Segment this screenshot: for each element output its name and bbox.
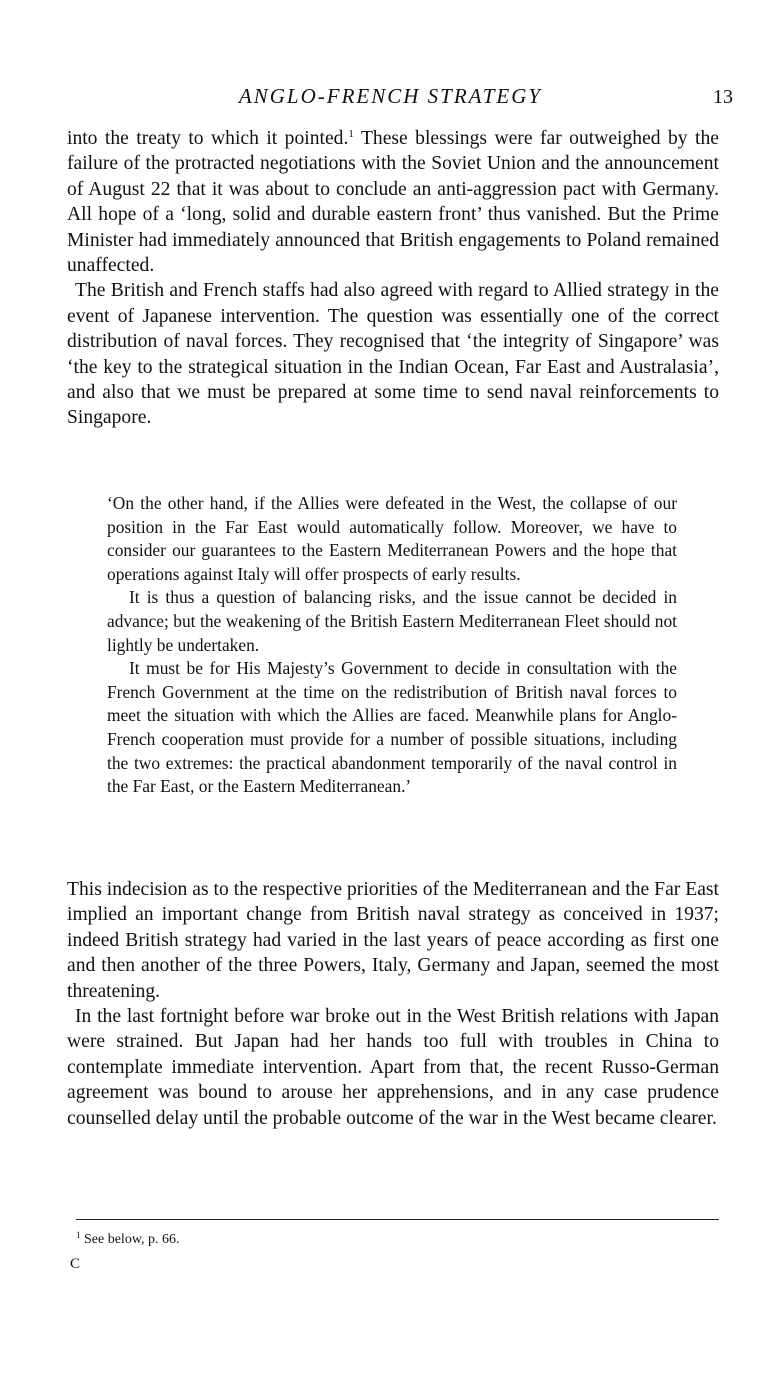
quote-paragraph-3: It must be for His Majesty’s Government to decide in consultation with the French Government at the time on the redistribution of British naval forces to meet the situation with which the Allies are faced. Meanwhile plans for Anglo-French cooperation must provide for a number of possible situations, including the two extremes: the practical abandonment temporarily of the naval control in the Far East, or the Eastern Mediterranean.’: [107, 658, 677, 797]
quote-paragraph-1: ‘On the other hand, if the Allies were defeated in the West, the collapse of our position in the Far East would automatically follow. Moreover, we have to consider our guarantees to the Eastern Mediterranean Powers and the hope that operations against Italy will offer prospects of early results.: [107, 493, 677, 584]
block-quote: [107, 492, 677, 799]
paragraph-1-rest: These blessings were far outweighed by the failure of the protracted negotiations with the Soviet Union and the announcement of August 22 that it was about to conclude an anti-aggression pact with Germany. All hope of a ‘long, solid and durable eastern front’ thus vanished. But the Prime Minister had immediately announced that British engagements to Poland remained unaffected.: [67, 128, 719, 277]
paragraph-2: The British and French staffs had also agreed with regard to Allied strategy in the event of Japanese intervention. The question was essentially one of the correct distribution of naval forces. They recognised that ‘the integrity of Singapore’ was ‘the key to the strategical situation in the Indian Ocean, Far East and Australasia’, and also that we must be prepared at some time to send naval reinforcements to Singapore.: [67, 280, 719, 429]
footnote: [76, 1232, 180, 1248]
footnote-marker: 1: [348, 128, 354, 140]
paragraph-3: This indecision as to the respective priorities of the Mediterranean and the Far East implied an important change from British naval strategy as conceived in 1937; indeed British strategy had varied in the last years of peace according as first one and then another of the three Powers, Italy, Germany and Japan, seemed the most threatening.: [67, 879, 719, 1002]
running-title: ANGLO-FRENCH STRATEGY: [238, 84, 543, 108]
body-text-bottom: [67, 877, 719, 1131]
paragraph-1-lead: into the treaty to which it pointed.: [67, 128, 349, 149]
page-number: 13: [713, 86, 733, 108]
paragraph-1: [67, 126, 719, 278]
body-text-top: [67, 126, 719, 431]
paragraph-4: In the last fortnight before war broke out in the West British relations with Japan were strained. But Japan had her hands too full with troubles in China to contemplate immediate intervention. Apart from that, the recent Russo-German agreement was bound to arouse her apprehensions, and in any case prudence counselled delay until the probable outcome of the war in the West became clearer.: [67, 1006, 719, 1129]
footnote-rule: [76, 1219, 719, 1220]
footnote-number: 1: [76, 1230, 81, 1240]
running-head: [0, 84, 781, 116]
quote-paragraph-2: It is thus a question of balancing risks, and the issue cannot be decided in advance; but the weakening of the British Eastern Mediterranean Fleet should not lightly be undertaken.: [107, 587, 677, 655]
signature-mark: C: [70, 1256, 81, 1272]
footnote-text: See below, p. 66.: [80, 1232, 180, 1247]
